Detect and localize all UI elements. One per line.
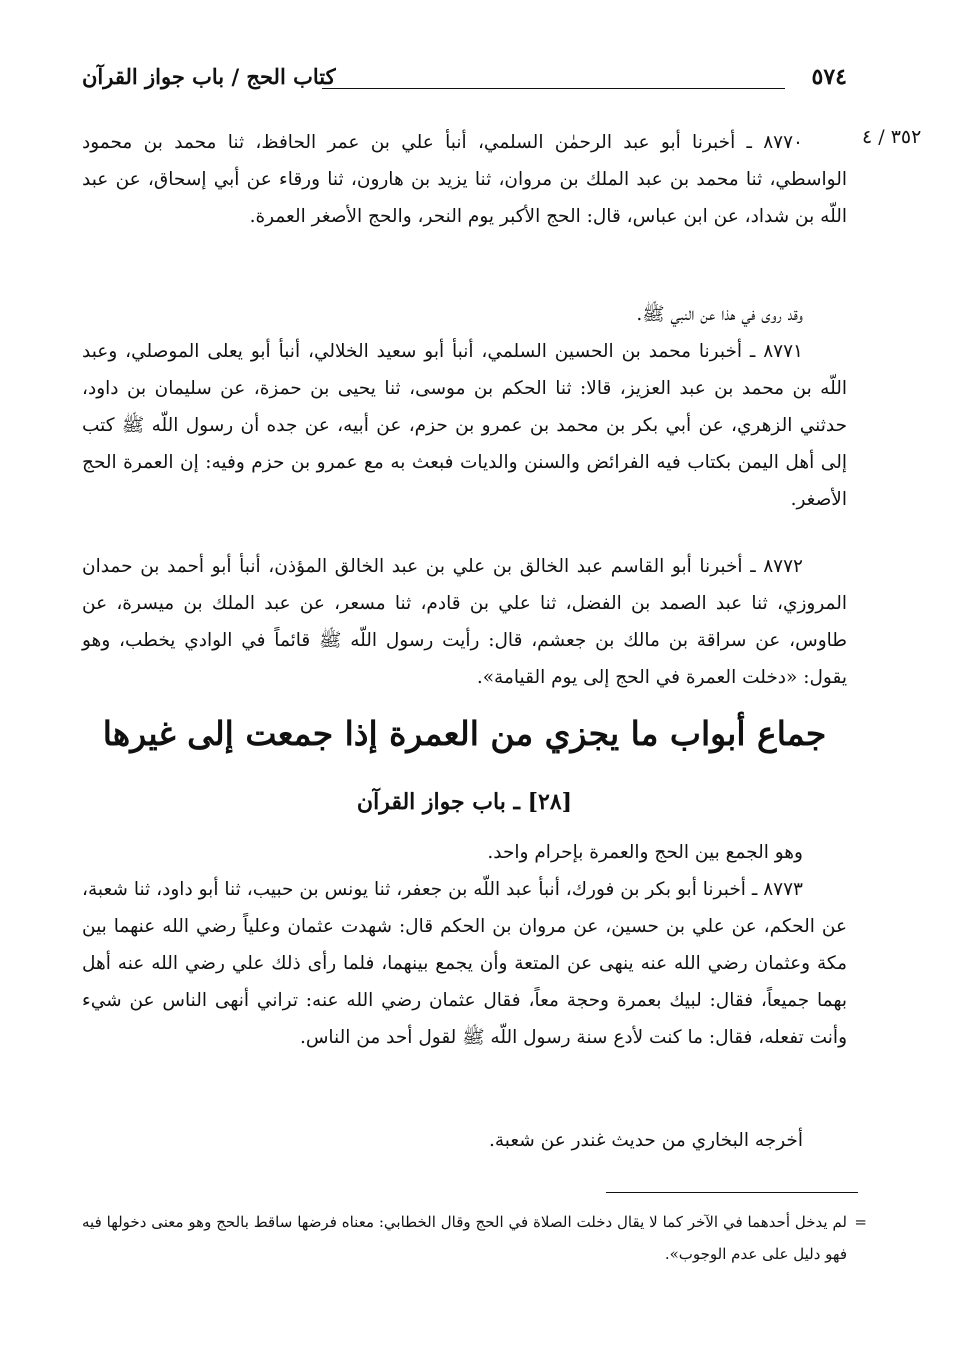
- paragraph: ٨٧٧١ ـ أخبرنا محمد بن الحسين السلمي، أنبأ أبو سعيد الخلالي، أنبأ أبو يعلى الموصلي، وعبد اللّه بن محمد بن عبد العزيز، قالا: ثنا الحكم بن موسى، ثنا يحيى بن حمزة، عن سليمان بن داود، حدثني الزهري، عن أبي بكر بن محمد بن عمرو بن حزم، عن أبيه، عن جده أن رسول اللّه ﷺ كتب إلى أهل اليمن بكتاب فيه الفرائض والسنن والديات فبعث به مع عمرو بن حزم وفيه: إن العمرة الحج الأصغر.: [82, 341, 847, 510]
- margin-reference: ٣٥٢ / ٤: [862, 126, 922, 148]
- takhrij-note: [82, 1122, 847, 1159]
- running-title: كتاب الحج / باب جواز القرآن: [82, 64, 336, 89]
- paragraph: وهو الجمع بين الحج والعمرة بإحرام واحد.: [487, 842, 803, 863]
- paragraph: أخرجه البخاري من حديث غندر عن شعبة.: [488, 1130, 803, 1151]
- footnote-rule: [606, 1192, 858, 1193]
- header-rule: [322, 88, 785, 89]
- section-heading: جماع أبواب ما يجزي من العمرة إذا جمعت إلى غيرها: [102, 714, 827, 753]
- running-header: [82, 64, 847, 100]
- page-number: ٥٧٤: [811, 64, 847, 90]
- paragraph: ٨٧٧٠ ـ أخبرنا أبو عبد الرحمٰن السلمي، أنبأ علي بن عمر الحافظ، ثنا محمد بن محمود الواسطي، ثنا محمد بن عبد الملك بن مروان، ثنا يزيد بن هارون، ثنا ورقاء عن أبي إسحاق، عن عبد اللّه بن شداد، عن ابن عباس، قال: الحج الأكبر يوم النحر، والحج الأصغر العمرة.: [82, 132, 847, 227]
- footnote: [82, 1206, 867, 1270]
- paragraph: ٨٧٧٢ ـ أخبرنا أبو القاسم عبد الخالق بن علي بن عبد الخالق المؤذن، أنبأ أبو أحمد بن حمدان المروزي، ثنا عبد الصمد بن الفضل، ثنا علي بن قادم، ثنا مسعر، عن عبد الملك بن ميسرة، عن طاوس، عن سراقة بن مالك بن جعشم، قال: رأيت رسول اللّه ﷺ قائماً في الوادي يخطب، وهو يقول: «دخلت العمرة في الحج إلى يوم القيامة».: [82, 556, 847, 688]
- footnote-text: لم يدخل أحدهما في الآخر كما لا يقال دخلت الصلاة في الحج وقال الخطابي: معناه فرضها ساقط بالحج وهو معنى دخولها فيه فهو دليل على عدم الوجوب».: [82, 1213, 847, 1263]
- hadith-8771-block: [82, 296, 847, 518]
- hadith-8770: [82, 124, 847, 235]
- paragraph: وقد روى في هذا عن النبي ﷺ.: [636, 304, 803, 325]
- chapter-heading: [٢٨] ـ باب جواز القرآن: [356, 789, 573, 815]
- paragraph: ٨٧٧٣ ـ أخبرنا أبو بكر بن فورك، أنبأ عبد اللّه بن جعفر، ثنا يونس بن حبيب، ثنا أبو داود، ثنا شعبة، عن الحكم، عن علي بن حسين، عن مروان بن الحكم قال: شهدت عثمان وعلياً رضي الله عنهما بين مكة وعثمان رضي الله عنه ينهى عن المتعة وأن يجمع بينهما، فلما رأى ذلك علي رضي الله عنه أهل بهما جميعاً، فقال: لبيك بعمرة وحجة معاً، فقال عثمان رضي الله عنه: تراني أنهى الناس عن شيء وأنت تفعله، فقال: ما كنت لأدع سنة رسول اللّه ﷺ لقول أحد من الناس.: [82, 879, 847, 1048]
- hadith-8772: [82, 548, 847, 696]
- footnote-continuation-marker: =: [854, 1213, 867, 1231]
- chapter-body: [82, 834, 847, 1056]
